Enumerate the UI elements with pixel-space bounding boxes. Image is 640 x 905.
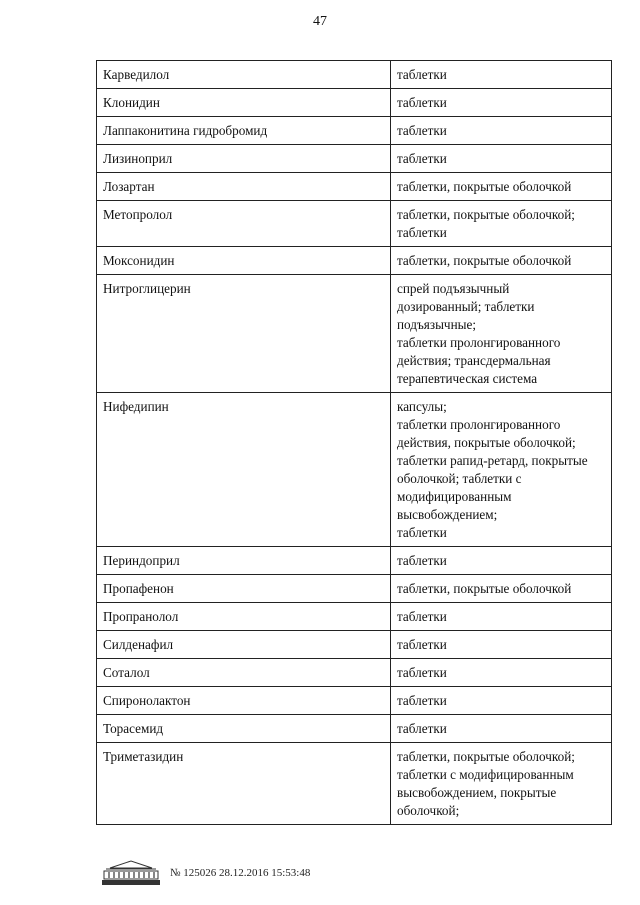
dosage-form-cell: [391, 61, 612, 89]
drug-name-cell: Карведилол: [97, 61, 391, 89]
dosage-form-cell: [391, 575, 612, 603]
table-row: [97, 603, 612, 631]
dosage-form-line: таблетки, покрытые оболочкой;: [397, 207, 575, 222]
dosage-form-cell: [391, 631, 612, 659]
dosage-form-line: таблетки пролонгированного: [397, 417, 561, 432]
dosage-form-line: таблетки пролонгированного: [397, 335, 561, 350]
table-row: [97, 547, 612, 575]
dosage-form-cell: [391, 89, 612, 117]
dosage-form-cell: [391, 547, 612, 575]
table-row: [97, 201, 612, 247]
dosage-form-line: действия, покрытые оболочкой;: [397, 435, 576, 450]
dosage-form-line: таблетки: [397, 609, 447, 624]
table-row: [97, 715, 612, 743]
dosage-form-line: таблетки: [397, 151, 447, 166]
dosage-form-line: терапевтическая система: [397, 371, 538, 386]
dosage-form-line: таблетки: [397, 693, 447, 708]
dosage-form-line: таблетки: [397, 123, 447, 138]
document-stamp: № 125026 28.12.2016 15:53:48: [170, 867, 311, 879]
dosage-form-line: таблетки: [397, 665, 447, 680]
dosage-form-line: таблетки: [397, 637, 447, 652]
table-row: [97, 575, 612, 603]
drug-name-cell: Триметазидин: [97, 743, 391, 825]
dosage-form-line: таблетки: [397, 721, 447, 736]
drug-name-cell: Нифедипин: [97, 393, 391, 547]
dosage-form-cell: [391, 393, 612, 547]
table-row: [97, 247, 612, 275]
dosage-form-line: оболочкой; таблетки с: [397, 471, 522, 486]
dosage-form-line: капсулы;: [397, 399, 447, 414]
dosage-form-line: таблетки: [397, 225, 447, 240]
dosage-form-cell: [391, 173, 612, 201]
drug-name-cell: Периндоприл: [97, 547, 391, 575]
dosage-form-cell: [391, 201, 612, 247]
dosage-form-cell: [391, 743, 612, 825]
dosage-form-line: таблетки: [397, 553, 447, 568]
table-row: [97, 393, 612, 547]
drug-name-cell: Лаппаконитина гидробромид: [97, 117, 391, 145]
dosage-form-line: таблетки: [397, 95, 447, 110]
dosage-form-line: таблетки: [397, 525, 447, 540]
dosage-form-line: спрей подъязычный: [397, 281, 510, 296]
dosage-form-cell: [391, 247, 612, 275]
drug-name-cell: Клонидин: [97, 89, 391, 117]
table-row: [97, 275, 612, 393]
government-building-stamp-icon: [100, 859, 162, 887]
dosage-form-line: таблетки, покрытые оболочкой: [397, 253, 572, 268]
table-row: [97, 631, 612, 659]
drug-name-cell: Пропафенон: [97, 575, 391, 603]
table-row: [97, 89, 612, 117]
dosage-form-line: таблетки, покрытые оболочкой: [397, 581, 572, 596]
drug-name-cell: Нитроглицерин: [97, 275, 391, 393]
dosage-form-line: высвобождением;: [397, 507, 498, 522]
dosage-form-line: действия; трансдермальная: [397, 353, 551, 368]
drug-name-cell: Спиронолактон: [97, 687, 391, 715]
dosage-form-line: таблетки, покрытые оболочкой: [397, 179, 572, 194]
dosage-form-line: подъязычные;: [397, 317, 477, 332]
drug-name-cell: Торасемид: [97, 715, 391, 743]
dosage-form-line: дозированный; таблетки: [397, 299, 535, 314]
dosage-form-cell: [391, 117, 612, 145]
drug-name-cell: Пропранолол: [97, 603, 391, 631]
dosage-form-cell: [391, 145, 612, 173]
dosage-form-line: модифицированным: [397, 489, 512, 504]
dosage-form-cell: [391, 715, 612, 743]
dosage-form-line: высвобождением, покрытые: [397, 785, 557, 800]
table-row: [97, 145, 612, 173]
dosage-form-line: таблетки рапид-ретард, покрытые: [397, 453, 588, 468]
table-row: [97, 743, 612, 825]
drug-name-cell: Силденафил: [97, 631, 391, 659]
drug-table: [96, 60, 612, 825]
page-number: 47: [313, 14, 327, 29]
table-row: [97, 659, 612, 687]
table-row: [97, 61, 612, 89]
dosage-form-cell: [391, 687, 612, 715]
drug-name-cell: Соталол: [97, 659, 391, 687]
dosage-form-cell: [391, 275, 612, 393]
table-row: [97, 687, 612, 715]
table-row: [97, 117, 612, 145]
drug-name-cell: Метопролол: [97, 201, 391, 247]
drug-name-cell: Лизиноприл: [97, 145, 391, 173]
dosage-form-line: таблетки, покрытые оболочкой;: [397, 749, 575, 764]
document-footer: [100, 858, 310, 888]
table-row: [97, 173, 612, 201]
dosage-form-line: таблетки: [397, 67, 447, 82]
dosage-form-line: оболочкой;: [397, 803, 460, 818]
dosage-form-cell: [391, 659, 612, 687]
dosage-form-line: таблетки с модифицированным: [397, 767, 574, 782]
drug-name-cell: Лозартан: [97, 173, 391, 201]
dosage-form-cell: [391, 603, 612, 631]
drug-table-body: [97, 61, 612, 825]
drug-name-cell: Моксонидин: [97, 247, 391, 275]
